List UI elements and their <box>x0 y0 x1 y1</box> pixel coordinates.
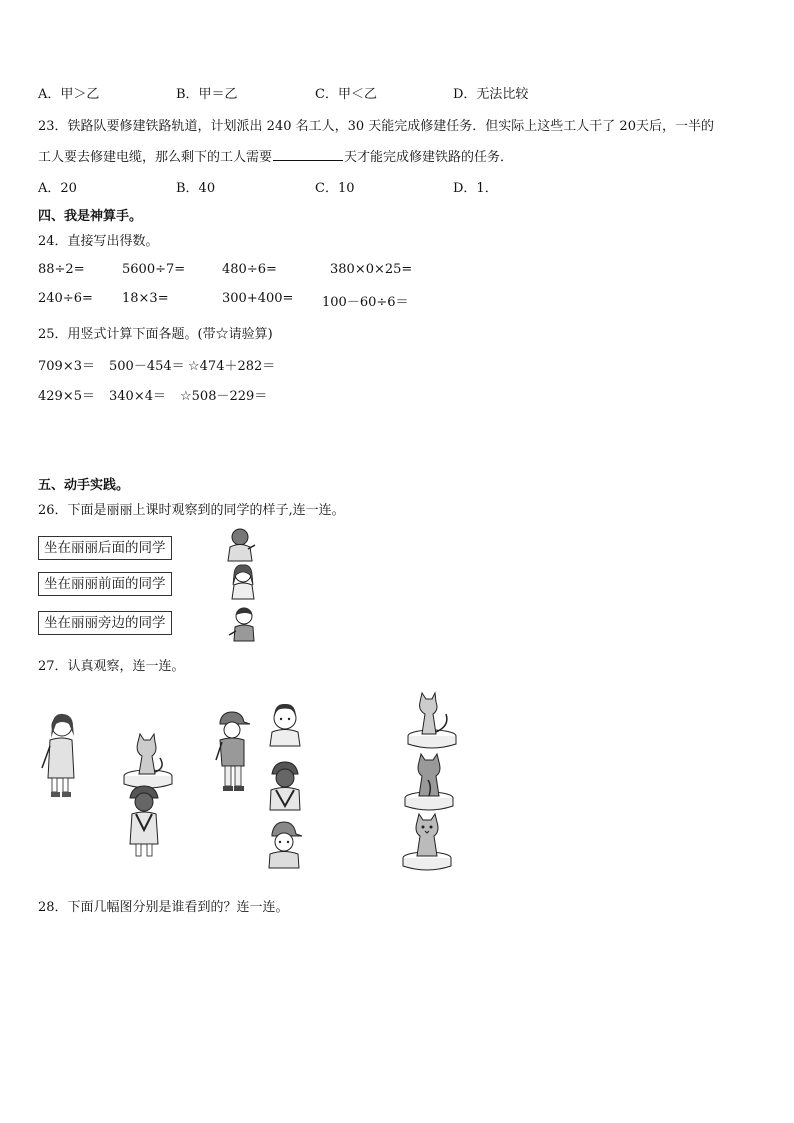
q22-option-c: C．甲＜乙 <box>315 87 377 102</box>
q27-boy-cap-figure <box>210 710 256 794</box>
q24-title: 24．直接写出得数。 <box>38 234 159 249</box>
q23-option-d: D．1． <box>453 181 498 196</box>
q27-title: 27．认真观察，连一连。 <box>38 659 185 674</box>
q26-box-front[interactable]: 坐在丽丽前面的同学 <box>38 572 172 596</box>
q24-item: 480÷6= <box>222 262 277 277</box>
q26-student-back-view[interactable] <box>222 527 258 563</box>
q27-girl-figure <box>36 710 84 800</box>
q24-item: 300+400= <box>222 291 294 306</box>
q25-item: ☆474＋282＝ <box>188 359 276 374</box>
q26-student-girl-front[interactable] <box>226 563 260 601</box>
section5-title: 五、动手实践。 <box>38 478 130 493</box>
q23-answer-blank[interactable] <box>273 148 343 161</box>
q23-line2-after: 天才能完成修建铁路的任务． <box>344 150 514 165</box>
section4-title: 四、我是神算手。 <box>38 209 143 224</box>
q23-option-a: A．20 <box>38 181 77 196</box>
q27-cat-view-front[interactable] <box>400 812 454 874</box>
q24-item: 5600÷7= <box>122 262 186 277</box>
q23-option-c: C．10 <box>315 181 355 196</box>
q24-item: 88÷2= <box>38 262 85 277</box>
q24-item: 380×0×25= <box>330 262 413 277</box>
q27-view-girl-face[interactable] <box>266 700 304 746</box>
q25-item: 340×4＝ <box>109 389 166 404</box>
q28-title: 28．下面几幅图分别是谁看到的？连一连。 <box>38 900 289 915</box>
q27-view-boy-cap-face[interactable] <box>264 820 304 868</box>
q24-item: 18×3= <box>122 291 169 306</box>
q26-box-beside[interactable]: 坐在丽丽旁边的同学 <box>38 611 172 635</box>
q25-title: 25．用竖式计算下面各题。(带☆请验算) <box>38 327 273 342</box>
q24-item: 100－60÷6＝ <box>322 295 409 310</box>
q22-option-d: D．无法比较 <box>453 87 529 102</box>
q25-item: 709×3＝ <box>38 359 95 374</box>
q23-line2-before: 工人要去修建电缆，那么剩下的工人需要 <box>38 150 273 165</box>
q27-cat-on-stand <box>122 732 174 794</box>
q26-box-behind[interactable]: 坐在丽丽后面的同学 <box>38 536 172 560</box>
q25-item: ☆508－229＝ <box>180 389 268 404</box>
q22-option-b: B．甲＝乙 <box>176 87 238 102</box>
q23-line2 <box>38 146 513 165</box>
q27-view-boy-back[interactable] <box>266 760 304 810</box>
q25-item: 429×5＝ <box>38 389 95 404</box>
q26-title: 26．下面是丽丽上课时观察到的同学的样子,连一连。 <box>38 503 345 518</box>
q26-student-boy-side[interactable] <box>226 605 260 643</box>
q27-boy-back-figure <box>124 786 164 862</box>
q23-option-b: B．40 <box>176 181 216 196</box>
q27-cat-view-back[interactable] <box>402 752 456 814</box>
q22-option-a: A．甲＞乙 <box>38 87 100 102</box>
q25-item: 500－454＝ <box>109 359 185 374</box>
q23-line1: 23．铁路队要修建铁路轨道，计划派出 240 名工人，30 天能完成修建任务．但实际上这些工人干了 20天后，一半的 <box>38 119 714 134</box>
q27-cat-view-side[interactable] <box>406 690 458 752</box>
q24-item: 240÷6= <box>38 291 93 306</box>
